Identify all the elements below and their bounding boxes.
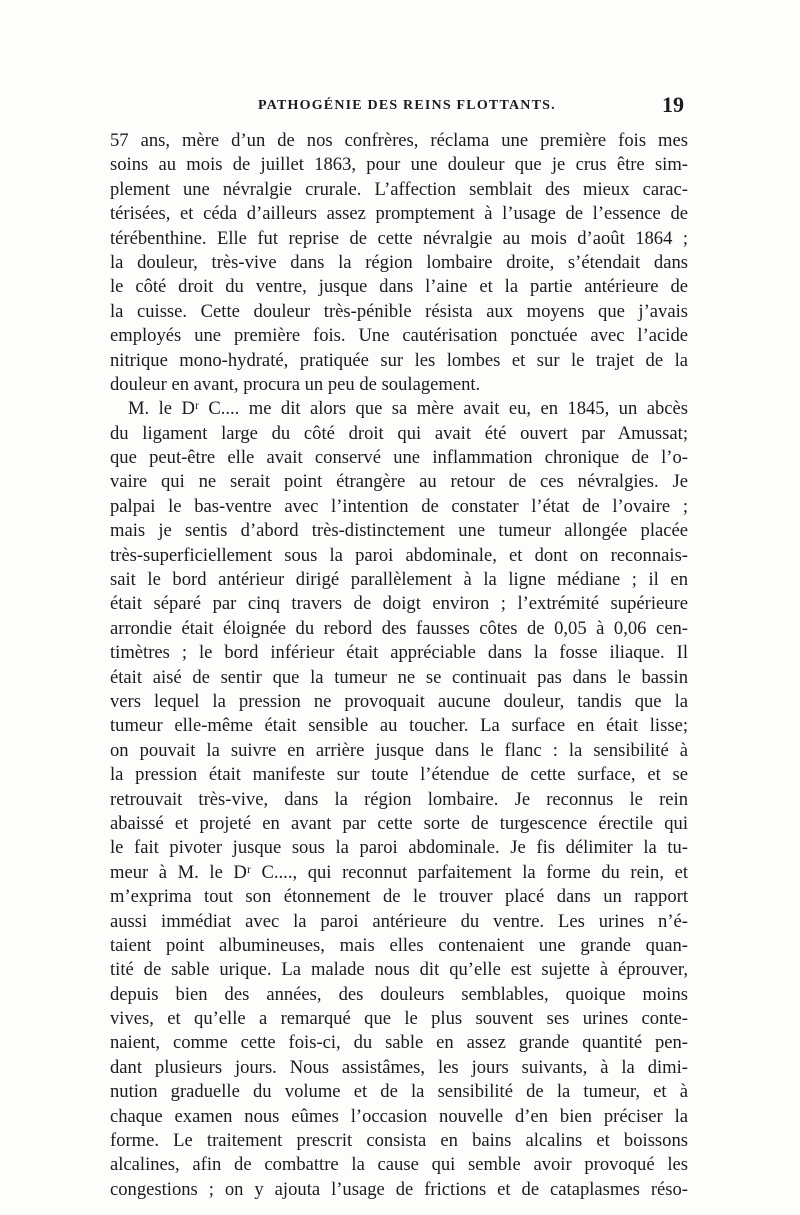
text-line: on pouvait la suivre en arrière jusque dans le flanc : la sensibilité à (110, 739, 688, 761)
page-number: 19 (662, 92, 684, 117)
text-line: chaque examen nous eûmes l’occasion nouvelle d’en bien préciser la (110, 1105, 688, 1127)
text-line: m’exprima tout son étonnement de le trouver placé dans un rapport (110, 886, 688, 908)
text-line: palpai le bas-ventre avec l’intention de constater l’état de l’ovaire ; (110, 495, 688, 517)
text-line: 57 ans, mère d’un de nos confrères, réclama une première fois mes (110, 130, 688, 151)
text-line: forme. Le traitement prescrit consista en bains alcalins et boissons (110, 1130, 688, 1152)
text-line: dant plusieurs jours. Nous assistâmes, les jours suivants, à la dimi- (110, 1056, 688, 1078)
text-line: nution graduelle du volume et de la sensibilité de la tumeur, et à (110, 1081, 688, 1103)
text-line: alcalines, afin de combattre la cause qui semble avoir provoqué les (110, 1154, 688, 1176)
body-text (110, 129, 688, 1202)
text-line: abaissé et projeté en avant par cette sorte de turgescence érectile qui (110, 812, 688, 834)
text-line: le côté droit du ventre, jusque dans l’aine et la partie antérieure de (110, 276, 688, 298)
text-line: employés une première fois. Une cautérisation ponctuée avec l’acide (110, 325, 688, 347)
text-line: térisées, et céda d’ailleurs assez promptement à l’usage de l’essence de (110, 203, 688, 225)
text-line: la cuisse. Cette douleur très-pénible résista aux moyens que j’avais (110, 300, 688, 322)
text-line: vaire qui ne serait point étrangère au retour de ces névralgies. Je (110, 471, 688, 493)
text-line: la douleur, très-vive dans la région lombaire droite, s’étendait dans (110, 251, 688, 273)
text-line: tumeur elle-même était sensible au toucher. La surface en était lisse; (110, 715, 688, 737)
running-title: PATHOGÉNIE DES REINS FLOTTANTS. (258, 98, 556, 113)
text-line: meur à M. le Dʳ C...., qui reconnut parfaitement la forme du rein, et (110, 861, 688, 883)
text-line: taient point albumineuses, mais elles contenaient une grande quan- (110, 934, 688, 956)
text-line: soins au mois de juillet 1863, pour une douleur que je crus être sim- (110, 154, 688, 176)
text-line: du ligament large du côté droit qui avait été ouvert par Amussat; (110, 422, 688, 444)
text-line: aussi immédiat avec la paroi antérieure du ventre. Les urines n’é- (110, 910, 688, 932)
text-line: retrouvait très-vive, dans la région lombaire. Je reconnus le rein (110, 788, 688, 810)
text-line: plement une névralgie crurale. L’affection semblait des mieux carac- (110, 178, 688, 200)
text-line: douleur en avant, procura un peu de soulagement. (110, 373, 481, 395)
text-line: nitrique mono-hydraté, pratiquée sur les lombes et sur le trajet de la (110, 349, 688, 371)
text-line: tité de sable urique. La malade nous dit qu’elle est sujette à éprouver, (110, 959, 688, 981)
text-line: la pression était manifeste sur toute l’étendue de cette surface, et se (110, 764, 688, 786)
text-line: depuis bien des années, des douleurs semblables, quoique moins (110, 983, 688, 1005)
text-line: sait le bord antérieur dirigé parallèlement à la ligne médiane ; il en (110, 569, 688, 591)
text-line: arrondie était éloignée du rebord des fausses côtes de 0,05 à 0,06 cen- (110, 617, 688, 639)
text-line: était séparé par cinq travers de doigt environ ; l’extrémité supérieure (110, 593, 688, 615)
text-line: le fait pivoter jusque sous la paroi abdominale. Je fis délimiter la tu- (110, 837, 688, 859)
text-line: que peut-être elle avait conservé une inflammation chronique de l’o- (110, 447, 688, 469)
text-line: M. le Dʳ C.... me dit alors que sa mère avait eu, en 1845, un abcès (128, 398, 688, 420)
running-head (110, 92, 690, 120)
text-line: vives, et qu’elle a remarqué que le plus souvent ses urines conte- (110, 1008, 688, 1030)
text-line: timètres ; le bord inférieur était appréciable dans la fosse iliaque. Il (110, 642, 688, 664)
text-line: térébenthine. Elle fut reprise de cette névralgie au mois d’août 1864 ; (110, 227, 688, 249)
text-line: congestions ; on y ajouta l’usage de frictions et de cataplasmes réso- (110, 1178, 688, 1200)
text-line: était aisé de sentir que la tumeur ne se continuait pas dans le bassin (110, 666, 688, 688)
text-line: naient, comme cette fois-ci, du sable en assez grande quantité pen- (110, 1032, 688, 1054)
text-line: vers lequel la pression ne provoquait aucune douleur, tandis que la (110, 690, 688, 712)
text-line: mais je sentis d’abord très-distinctement une tumeur allongée placée (110, 520, 688, 542)
text-line: très-superficiellement sous la paroi abdominale, et dont on reconnais- (110, 544, 688, 566)
